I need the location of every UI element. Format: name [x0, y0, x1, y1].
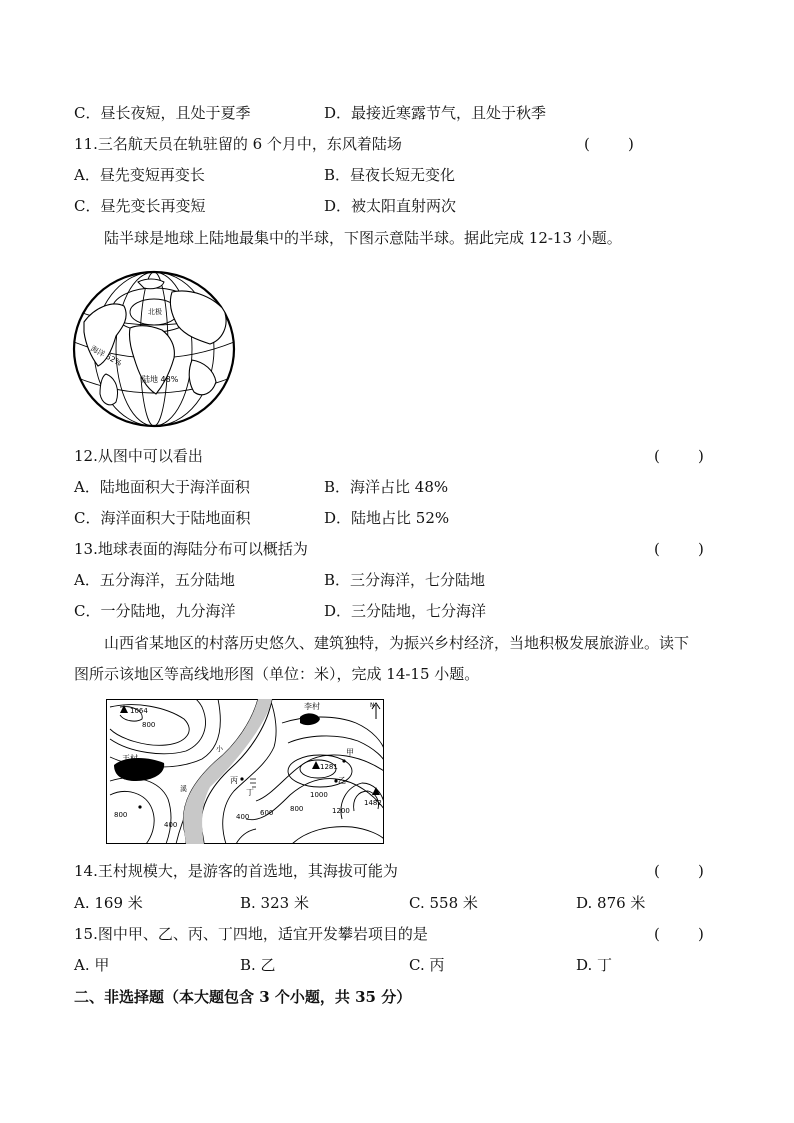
- q15-answer-paren: ( ): [654, 925, 704, 943]
- q14-answer-paren: ( ): [654, 862, 704, 880]
- q12-option-d: D．陆地占比 52%: [324, 509, 450, 527]
- q15-option-a: A. 甲: [74, 956, 110, 974]
- label-wang-village: 王村: [122, 754, 138, 763]
- q12-option-c: C．海洋面积大于陆地面积: [74, 509, 251, 527]
- point-dot-west: [138, 805, 141, 808]
- q15-option-d: D. 丁: [576, 956, 613, 974]
- label-800-southwest: 800: [114, 811, 128, 819]
- label-yi: 乙: [338, 776, 346, 785]
- label-1200: 1200: [332, 807, 350, 815]
- section2-heading: 二、非选择题（本大题包含 3 个小题，共 35 分）: [74, 988, 412, 1006]
- q13-option-a: A．五分海洋，五分陆地: [74, 571, 235, 589]
- label-li-village: 李村: [304, 702, 320, 711]
- globe-ocean-label: 海洋 52%: [89, 343, 124, 368]
- q10-option-d: D．最接近寒露节气，且处于秋季: [324, 104, 547, 122]
- q15-option-b: B. 乙: [240, 956, 276, 974]
- label-ding: 丁: [246, 788, 254, 797]
- contour-map-figure: [106, 699, 384, 844]
- intro-12-13: 陆半球是地球上陆地最集中的半球，下图示意陆半球。据此完成 12-13 小题。: [104, 229, 622, 247]
- q14-option-c: C. 558 米: [409, 894, 478, 912]
- q11-option-a: A．昼先变短再变长: [74, 166, 205, 184]
- label-peak-1482: 1482: [364, 799, 382, 807]
- q14-option-a: A. 169 米: [74, 894, 143, 912]
- label-800-north: 800: [142, 721, 156, 729]
- globe-north-pole-label: 北极: [148, 308, 162, 316]
- q12-option-a: A．陆地面积大于海洋面积: [74, 478, 250, 496]
- q11-option-c: C．昼先变长再变短: [74, 197, 206, 215]
- label-jia: 甲: [346, 748, 354, 757]
- label-1000: 1000: [310, 791, 328, 799]
- intro-14-15-line1: 山西省某地区的村落历史悠久、建筑独特，为振兴乡村经济，当地积极发展旅游业。读下: [104, 634, 690, 652]
- q15-option-c: C. 丙: [409, 956, 445, 974]
- q11-option-b: B．昼夜长短无变化: [324, 166, 456, 184]
- q13-option-c: C．一分陆地，九分海洋: [74, 602, 236, 620]
- q14-stem: 14.王村规模大，是游客的首选地，其海拔可能为: [74, 862, 398, 880]
- q10-option-c: C．昼长夜短，且处于夏季: [74, 104, 251, 122]
- q14-option-d: D. 876 米: [576, 894, 646, 912]
- q13-option-b: B．三分海洋，七分陆地: [324, 571, 486, 589]
- q11-option-d: D．被太阳直射两次: [324, 197, 457, 215]
- label-bing: 丙: [230, 776, 238, 785]
- label-600: 600: [260, 809, 274, 817]
- label-800-east: 800: [290, 805, 304, 813]
- point-jia: [342, 759, 345, 762]
- q12-answer-paren: ( ): [654, 447, 704, 465]
- q15-stem: 15.图中甲、乙、丙、丁四地，适宜开发攀岩项目的是: [74, 925, 428, 943]
- intro-14-15-line2: 图所示该地区等高线地形图（单位：米），完成 14-15 小题。: [74, 665, 480, 683]
- label-peak-1281: 1281: [320, 763, 338, 771]
- point-bing: [240, 777, 243, 780]
- label-north: N: [370, 702, 375, 709]
- q12-option-b: B．海洋占比 48%: [324, 478, 449, 496]
- label-river-xiao: 小: [216, 745, 223, 753]
- label-river-xi: 溪: [180, 785, 187, 793]
- label-peak-1064: 1064: [130, 707, 148, 715]
- label-400-west: 400: [164, 821, 178, 829]
- q11-stem: 11.三名航天员在轨驻留的 6 个月中，东风着陆场: [74, 135, 402, 153]
- q13-stem: 13.地球表面的海陆分布可以概括为: [74, 540, 308, 558]
- label-400-east: 400: [236, 813, 250, 821]
- q12-stem: 12.从图中可以看出: [74, 447, 203, 465]
- q14-option-b: B. 323 米: [240, 894, 309, 912]
- q11-answer-paren: ( ): [584, 135, 634, 153]
- q13-option-d: D．三分陆地，七分海洋: [324, 602, 487, 620]
- land-hemisphere-figure: [72, 270, 236, 428]
- globe-land-label: 陆地 48%: [142, 375, 179, 384]
- q13-answer-paren: ( ): [654, 540, 704, 558]
